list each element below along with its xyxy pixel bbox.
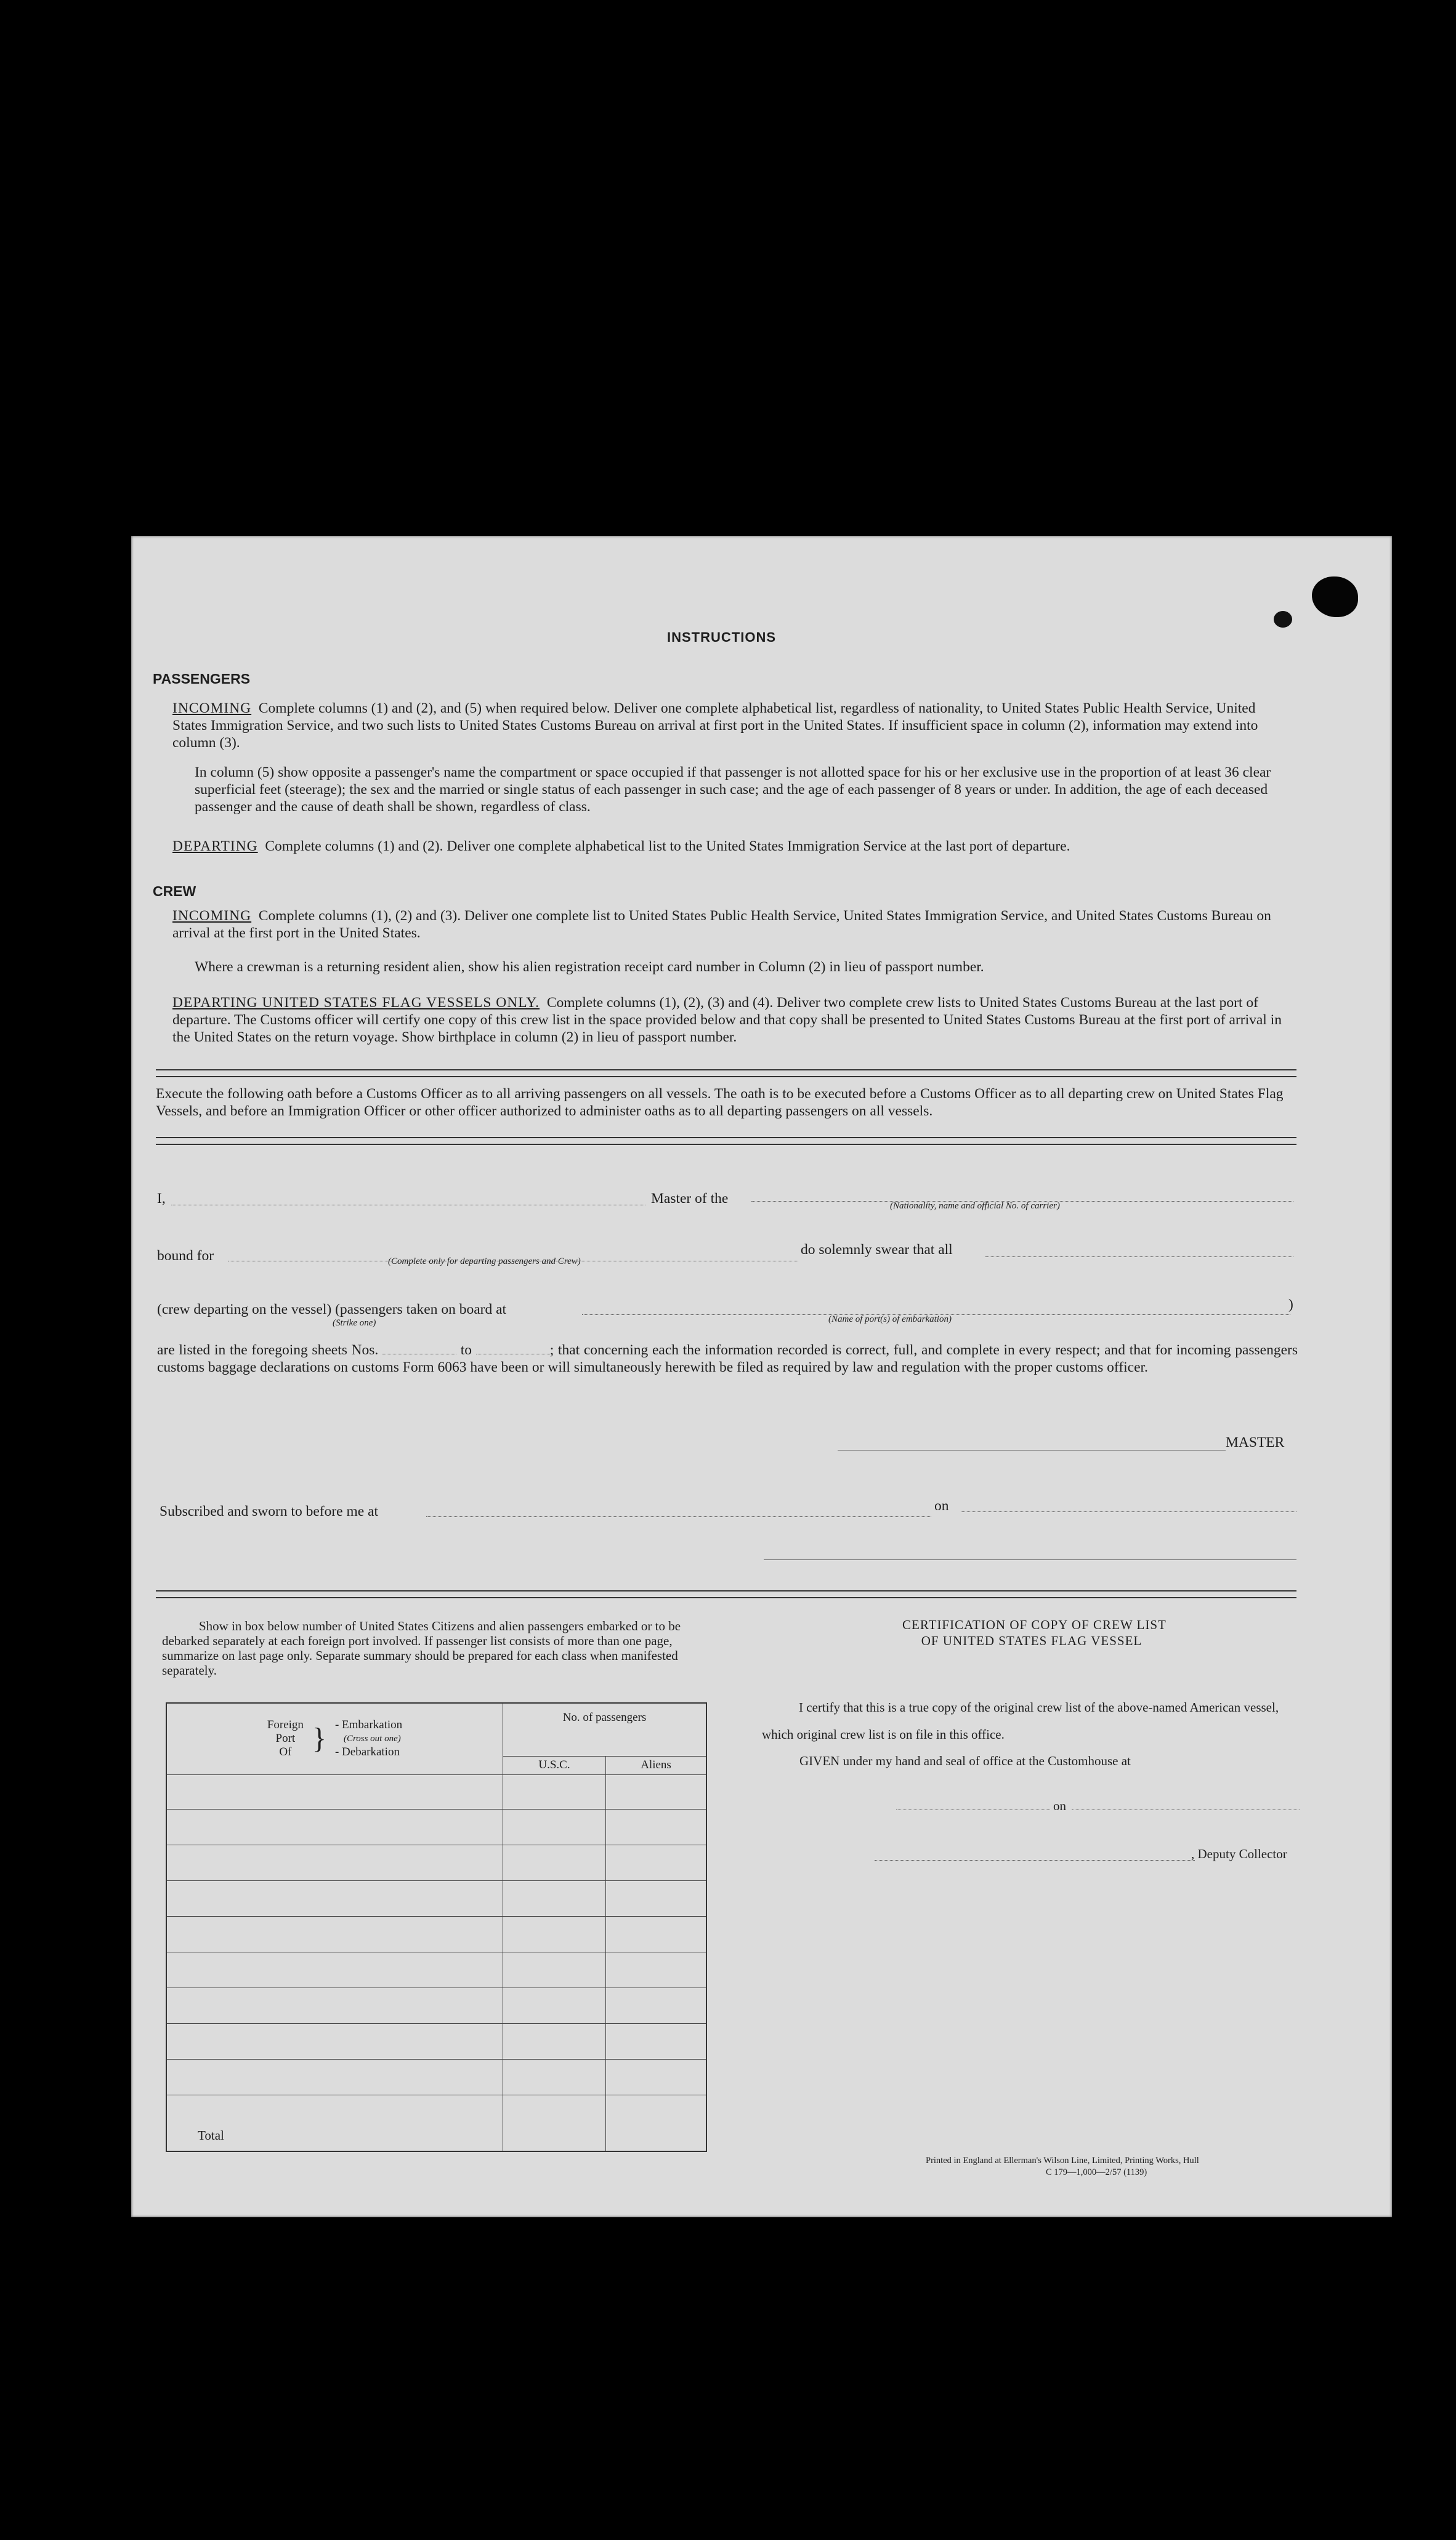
embarkation-label: - Embarkation: [334, 1718, 403, 1732]
crew-departing-text: Complete columns (1), (2), (3) and (4). Deliver two complete crew lists to United States Customs Bureau at the last port of departure. The Customs officer will certify one copy of this crew list in the space provided below and that copy shall be presented to United States Customs Bureau at the first port of arrival in the United States on the return voyage. Show birthplace in column (2) in lieu of passport number.: [172, 995, 1282, 1045]
no-of-passengers-header: No. of passengers: [503, 1703, 707, 1756]
aliens-cell[interactable]: [606, 1916, 707, 1952]
to-label: to: [460, 1342, 472, 1358]
passengers-heading: PASSENGERS: [153, 671, 251, 687]
port-note: (Name of port(s) of embarkation): [828, 1314, 952, 1324]
usc-cell[interactable]: [503, 2023, 606, 2059]
port-cell[interactable]: [166, 1988, 503, 2023]
subscribed-on-label: on: [934, 1498, 949, 1514]
cert-text: I certify that this is a true copy of the original crew list of the above-named American vessel, which original crew list is on file in this office.: [762, 1700, 1279, 1742]
summary-instructions: Show in box below number of United States Citizens and alien passengers embarked or to be debarked separately at each foreign port involved. If passenger list consists of more than one page, summarize on last page only. Separate summary should be prepared for each class when manifested separately.: [162, 1619, 681, 1678]
deputy-signature-line[interactable]: [875, 1860, 1195, 1861]
cert-title-2: OF UNITED STATES FLAG VESSEL: [921, 1633, 1143, 1648]
listed-text: are listed in the foregoing sheets Nos.: [157, 1342, 379, 1358]
embark-stack: [335, 1718, 402, 1759]
oath-i-label: I,: [157, 1191, 166, 1207]
master-label: MASTER: [1226, 1434, 1285, 1450]
officer-signature-line[interactable]: [764, 1559, 1296, 1560]
cert-title-1: CERTIFICATION OF COPY OF CREW LIST: [902, 1617, 1167, 1632]
passengers-incoming-label: INCOMING: [172, 700, 252, 716]
printer-line-2: C 179—1,000—2/57 (1139): [1046, 2167, 1147, 2177]
aliens-header: Aliens: [606, 1756, 707, 1774]
deputy-collector-label: , Deputy Collector: [1191, 1846, 1287, 1861]
passengers-departing-text: Complete columns (1) and (2). Deliver one complete alphabetical list to the United States Immigration Service at the last port of departure.: [265, 838, 1070, 854]
brace-glyph: }: [312, 1722, 326, 1755]
usc-cell[interactable]: [503, 1916, 606, 1952]
usc-header: U.S.C.: [503, 1756, 606, 1774]
printer-line-1: Printed in England at Ellerman's Wilson Line, Limited, Printing Works, Hull: [926, 2156, 1199, 2166]
usc-cell[interactable]: [503, 2059, 606, 2095]
usc-cell[interactable]: [503, 1809, 606, 1845]
double-rule-oath: [156, 1137, 1296, 1145]
aliens-cell[interactable]: [606, 1880, 707, 1916]
port-cell[interactable]: [166, 1916, 503, 1952]
debarkation-label: - Debarkation: [334, 1745, 400, 1759]
subscribed-date-line[interactable]: [961, 1511, 1296, 1512]
ink-blot-small: [1274, 611, 1292, 628]
of-word: Of: [279, 1745, 292, 1759]
crew-incoming-paragraph: [172, 907, 1293, 942]
foreign-port-of-stack: [267, 1718, 304, 1759]
aliens-cell[interactable]: [606, 1809, 707, 1845]
usc-cell[interactable]: [503, 1774, 606, 1809]
bound-for-note: (Complete only for departing passengers and Crew): [388, 1256, 581, 1266]
port-cell[interactable]: [166, 2059, 503, 2095]
foreign-port-header: [166, 1703, 503, 1774]
cross-out-note: (Cross out one): [343, 1734, 401, 1744]
subscribed-label: Subscribed and sworn to before me at: [160, 1503, 379, 1519]
passengers-column5-paragraph: In column (5) show opposite a passenger's name the compartment or space occupied if that passenger is not allotted space for his or her exclusive use in the proportion of at least 36 clear superficial feet (steerage); the sex and the married or single status of each passenger in such case; and the age of each passenger of 8 years or under. In addition, the age of each deceased passenger and the cause of death shall be shown, regardless of class.: [195, 764, 1271, 815]
port-cell[interactable]: [166, 1845, 503, 1880]
crew-departing-label: DEPARTING UNITED STATES FLAG VESSELS ONLY.: [172, 995, 540, 1011]
cert-on-label: on: [1053, 1798, 1066, 1813]
port-cell[interactable]: [166, 1952, 503, 1988]
foreign-word: Foreign: [267, 1718, 304, 1732]
ink-blot: [1312, 576, 1358, 617]
crew-incoming-text: Complete columns (1), (2) and (3). Deliver one complete list to United States Public Health Service, United States Immigration Service, and United States Customs Bureau on arrival at the first port in the United States.: [172, 908, 1271, 941]
aliens-cell[interactable]: [606, 1988, 707, 2023]
crew-departing-paragraph: [172, 994, 1293, 1046]
usc-cell[interactable]: [503, 1988, 606, 2023]
passengers-departing-paragraph: [172, 838, 1293, 855]
double-rule-top: [156, 1069, 1296, 1077]
passenger-summary-table: [166, 1702, 707, 2152]
aliens-cell[interactable]: [606, 2023, 707, 2059]
aliens-cell[interactable]: [606, 1845, 707, 1880]
swear-line[interactable]: [985, 1256, 1293, 1257]
aliens-cell[interactable]: [606, 1952, 707, 1988]
close-paren: ): [1288, 1296, 1293, 1312]
crew-incoming-label: INCOMING: [172, 908, 252, 924]
port-cell[interactable]: [166, 2023, 503, 2059]
double-rule-bottom: [156, 1590, 1296, 1598]
oath-intro: Execute the following oath before a Customs Officer as to all arriving passengers on all vessels. The oath is to be executed before a Customs Officer as to all departing crew on United States Flag Vessels, and before an Immigration Officer or other officer authorized to administer oaths as to all departing passengers on all vessels.: [156, 1086, 1284, 1119]
usc-cell[interactable]: [503, 1845, 606, 1880]
crew-resident-paragraph: Where a crewman is a returning resident alien, show his alien registration receipt card number in Column (2) in lieu of passport number.: [195, 959, 984, 975]
port-cell[interactable]: [166, 1774, 503, 1809]
listed-paragraph: [157, 1341, 1298, 1376]
strike-one-note: (Strike one): [333, 1318, 376, 1328]
aliens-total-cell[interactable]: [606, 2095, 707, 2151]
cert-given-text: GIVEN under my hand and seal of office at the Customhouse at: [799, 1753, 1131, 1768]
carrier-note: (Nationality, name and official No. of carrier): [890, 1201, 1060, 1211]
passengers-departing-label: DEPARTING: [172, 838, 258, 854]
master-of-label: Master of the: [651, 1191, 729, 1207]
crew-departing-text: (crew departing on the vessel) (passengers taken on board at: [157, 1301, 507, 1317]
subscribed-place-line[interactable]: [426, 1516, 931, 1517]
listed-rest: ; that concerning each the information recorded is correct, full, and complete in every respect; and that for incoming passengers customs baggage declarations on customs Form 6063 have been or will simultaneously herewith be filed as required by law and regulation with the proper customs officer.: [157, 1342, 1298, 1375]
port-word: Port: [275, 1732, 296, 1745]
usc-cell[interactable]: [503, 1952, 606, 1988]
total-label: Total: [166, 2095, 503, 2151]
port-cell[interactable]: [166, 1809, 503, 1845]
port-cell[interactable]: [166, 1880, 503, 1916]
usc-total-cell[interactable]: [503, 2095, 606, 2151]
instructions-title: INSTRUCTIONS: [667, 629, 776, 645]
crew-heading: CREW: [153, 883, 196, 899]
bound-for-label: bound for: [157, 1248, 214, 1264]
passengers-incoming-text: Complete columns (1) and (2), and (5) when required below. Deliver one complete alphabetical list, regardless of nationality, to United States Public Health Service, United States Immigration Service, and two such lists to United States Customs Bureau on arrival at first port in the United States. If insufficient space in column (2), information may extend into column (3).: [172, 700, 1258, 751]
passengers-incoming-paragraph: [172, 700, 1293, 751]
aliens-cell[interactable]: [606, 1774, 707, 1809]
swear-text: do solemnly swear that all: [801, 1242, 953, 1258]
usc-cell[interactable]: [503, 1880, 606, 1916]
aliens-cell[interactable]: [606, 2059, 707, 2095]
